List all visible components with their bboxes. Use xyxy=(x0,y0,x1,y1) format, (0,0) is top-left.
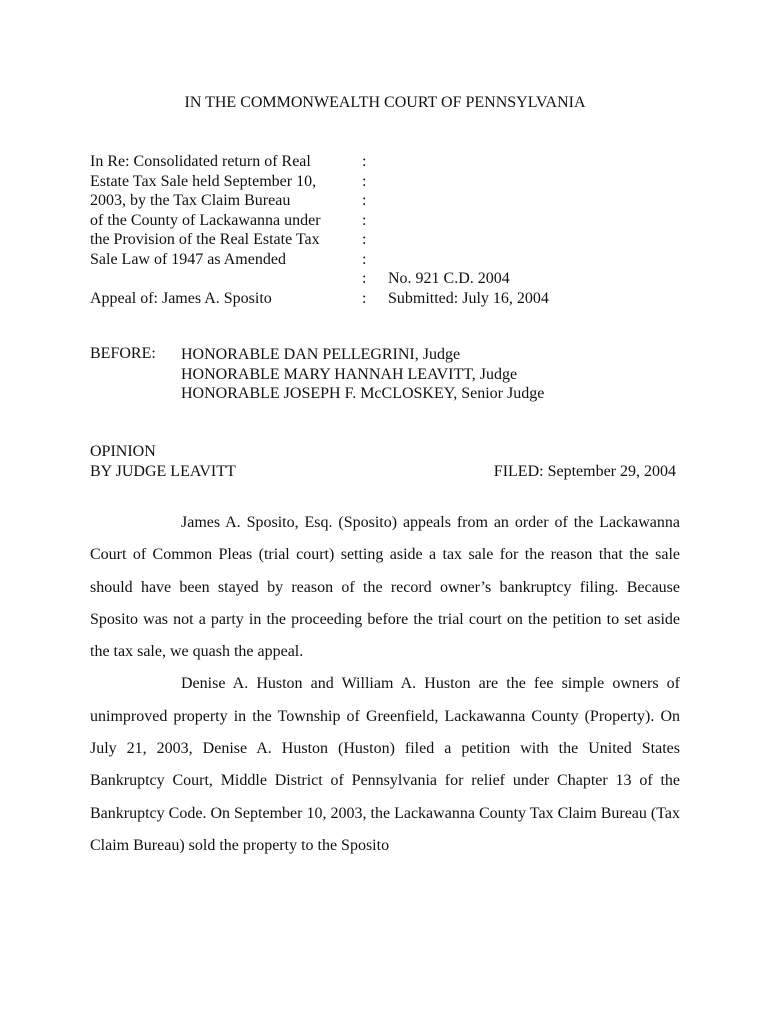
case-caption xyxy=(90,152,690,308)
judge-name: HONORABLE DAN PELLEGRINI, Judge xyxy=(181,346,461,363)
caption-row xyxy=(90,172,690,192)
opinion-author: BY JUDGE LEAVITT xyxy=(90,462,236,480)
caption-colon: : xyxy=(362,153,367,170)
opinion-header xyxy=(90,442,680,481)
caption-row xyxy=(90,269,690,289)
caption-colon: : xyxy=(362,192,367,209)
opinion-author-line xyxy=(90,462,680,482)
paragraph: Denise A. Huston and William A. Huston are the fee simple owners of unimproved property in the Township of Greenfield, Lackawanna County (Property). On July 21, 2003, Denise A. Huston (Huston) filed a petition with the United States Bankruptcy Court, Middle District of Pennsylvania for relief under Chapter 13 of the Bankruptcy Code. On September 10, 2003, the Lackawanna County Tax Claim Bureau (Tax Claim Bureau) sold the property to the Sposito xyxy=(90,675,680,854)
caption-row xyxy=(90,211,690,231)
judge-name: HONORABLE MARY HANNAH LEAVITT, Judge xyxy=(181,365,518,383)
caption-left-text: Sale Law of 1947 as Amended xyxy=(90,250,286,268)
paragraph: James A. Sposito, Esq. (Sposito) appeals from an order of the Lackawanna Court of Common Pleas (trial court) setting aside a tax sale for the reason that the sale should have been stayed by reason of the record owner’s bankruptcy filing. Because Sposito was not a party in the proceeding before the trial court on the petition to set aside the tax sale, we quash the appeal. xyxy=(90,514,680,661)
caption-left-text: In Re: Consolidated return of Real xyxy=(90,153,311,170)
caption-colon: : xyxy=(362,270,367,287)
appellant-text: Appeal of: James A. Sposito xyxy=(90,289,272,307)
caption-left-text: the Provision of the Real Estate Tax xyxy=(90,231,320,248)
caption-colon: : xyxy=(362,231,367,248)
filed-date: FILED: September 29, 2004 xyxy=(493,462,676,480)
docket-number: No. 921 C.D. 2004 xyxy=(388,270,510,287)
caption-colon: : xyxy=(362,211,367,229)
caption-left-text: 2003, by the Tax Claim Bureau xyxy=(90,192,291,209)
caption-left-text: Estate Tax Sale held September 10, xyxy=(90,172,317,190)
judge-name: HONORABLE JOSEPH F. McCLOSKEY, Senior Judge xyxy=(181,385,545,402)
opinion-heading: OPINION xyxy=(90,443,156,460)
caption-row xyxy=(90,230,690,250)
submitted-date: Submitted: July 16, 2004 xyxy=(388,289,549,307)
caption-row xyxy=(90,191,690,211)
caption-row xyxy=(90,289,690,309)
caption-left-text: of the County of Lackawanna under xyxy=(90,211,321,229)
caption-colon: : xyxy=(362,172,367,190)
judge-list xyxy=(181,345,544,404)
caption-colon: : xyxy=(362,289,367,307)
before-label: BEFORE: xyxy=(90,345,156,362)
court-title: IN THE COMMONWEALTH COURT OF PENNSYLVANIA xyxy=(184,94,586,111)
caption-row xyxy=(90,250,690,270)
caption-colon: : xyxy=(362,250,367,268)
opinion-body xyxy=(90,507,680,862)
caption-row xyxy=(90,152,690,172)
